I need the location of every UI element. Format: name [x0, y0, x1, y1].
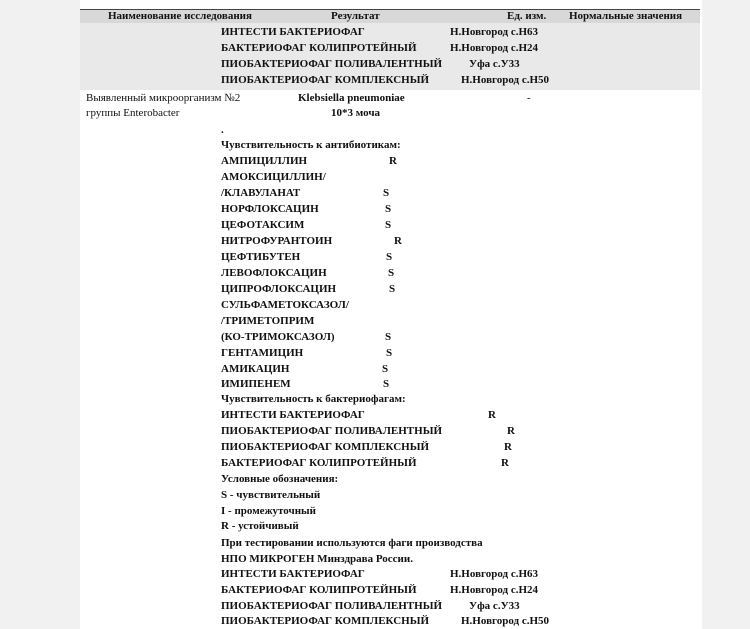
phage-sens-result: R	[504, 441, 512, 453]
antibiotic-name: ЦИПРОФЛОКСАЦИН	[221, 283, 337, 295]
separator-dot: .	[221, 124, 224, 136]
microorganism-titer: 10*3 моча	[331, 107, 381, 119]
phage-source: Н.Новгород с.Н24	[450, 584, 539, 596]
antibiotic-result: S	[383, 378, 390, 390]
antibiotic-name: СУЛЬФАМЕТОКСАЗОЛ/	[221, 299, 349, 311]
phage-sens-name: БАКТЕРИОФАГ КОЛИПРОТЕЙНЫЙ	[221, 457, 417, 469]
antibiotic-result: S	[386, 251, 393, 263]
header-result: Результат	[331, 10, 380, 22]
phage-sens-name: ИНТЕСТИ БАКТЕРИОФАГ	[221, 409, 365, 421]
antibiotic-name: ГЕНТАМИЦИН	[221, 347, 304, 359]
phage-sens-result: R	[507, 425, 515, 437]
phage-name: БАКТЕРИОФАГ КОЛИПРОТЕЙНЫЙ	[221, 42, 417, 54]
note-line: НПО МИКРОГЕН Минздрава России.	[221, 553, 413, 565]
antibiotic-name: /КЛАВУЛАНАТ	[221, 187, 301, 199]
phage-sens-result: R	[501, 457, 509, 469]
antibiotic-name: ЦЕФОТАКСИМ	[221, 219, 305, 231]
phage-source: Н.Новгород с.Н63	[450, 568, 539, 580]
phage-source: Уфа с.У33	[469, 58, 520, 70]
antibiotic-name: ИМИПЕНЕМ	[221, 378, 291, 390]
phage-name: ИНТЕСТИ БАКТЕРИОФАГ	[221, 568, 365, 580]
phage-source: Н.Новгород с.Н50	[461, 74, 550, 86]
antibiotic-result: S	[385, 219, 392, 231]
antibiotic-result: R	[389, 155, 397, 167]
legend-item: S - чувствительный	[221, 489, 321, 501]
phage-name: ПИОБАКТЕРИОФАГ КОМПЛЕКСНЫЙ	[221, 74, 430, 86]
antibiotic-result: S	[382, 363, 389, 375]
phage-source: Н.Новгород с.Н63	[450, 26, 539, 38]
antibiotic-name: АМОКСИЦИЛЛИН/	[221, 171, 326, 183]
legend-item: R - устойчивый	[221, 520, 299, 532]
header-test-name: Наименование исследования	[108, 10, 252, 22]
phage-name: ПИОБАКТЕРИОФАГ КОМПЛЕКСНЫЙ	[221, 615, 430, 627]
phage-name: ИНТЕСТИ БАКТЕРИОФАГ	[221, 26, 365, 38]
antibiotic-name: АМПИЦИЛЛИН	[221, 155, 308, 167]
antibiotics-title: Чувствительность к антибиотикам:	[221, 139, 401, 151]
phage-sens-name: ПИОБАКТЕРИОФАГ ПОЛИВАЛЕНТНЫЙ	[221, 425, 443, 437]
antibiotic-name: /ТРИМЕТОПРИМ	[221, 315, 315, 327]
microorganism-name: Klebsiella pneumoniae	[298, 92, 405, 104]
header-units: Ед. изм.	[507, 10, 547, 22]
antibiotic-result: S	[389, 283, 396, 295]
header-normal-values: Нормальные значения	[569, 10, 683, 22]
viewer-left-margin	[0, 0, 80, 629]
phages-title: Чувствительность к бактериофагам:	[221, 393, 406, 405]
microorganism-label: Выявленный микроорганизм №2	[86, 92, 241, 104]
antibiotic-name: АМИКАЦИН	[221, 363, 290, 375]
note-line: При тестировании используются фаги производства	[221, 537, 483, 549]
legend-title: Условные обозначения:	[221, 473, 339, 485]
antibiotic-name: (КО-ТРИМОКСАЗОЛ)	[221, 331, 335, 343]
phage-source: Н.Новгород с.Н50	[461, 615, 550, 627]
antibiotic-name: ЦЕФТИБУТЕН	[221, 251, 301, 263]
antibiotic-result: S	[385, 203, 392, 215]
antibiotic-result: S	[386, 347, 393, 359]
units-dash: -	[527, 92, 531, 104]
phage-sens-name: ПИОБАКТЕРИОФАГ КОМПЛЕКСНЫЙ	[221, 441, 430, 453]
phage-name: ПИОБАКТЕРИОФАГ ПОЛИВАЛЕНТНЫЙ	[221, 58, 443, 70]
antibiotic-result: R	[394, 235, 402, 247]
phage-sens-result: R	[488, 409, 496, 421]
table-header	[80, 9, 700, 24]
antibiotic-result: S	[383, 187, 390, 199]
microorganism-group: группы Enterobacter	[86, 107, 180, 119]
phage-name: ПИОБАКТЕРИОФАГ ПОЛИВАЛЕНТНЫЙ	[221, 600, 443, 612]
antibiotic-result: S	[388, 267, 395, 279]
antibiotic-result: S	[385, 331, 392, 343]
antibiotic-name: НИТРОФУРАНТОИН	[221, 235, 333, 247]
legend-item: I - промежуточный	[221, 505, 316, 517]
phage-name: БАКТЕРИОФАГ КОЛИПРОТЕЙНЫЙ	[221, 584, 417, 596]
phage-source: Н.Новгород с.Н24	[450, 42, 539, 54]
antibiotic-name: НОРФЛОКСАЦИН	[221, 203, 319, 215]
viewer-right-margin	[702, 0, 750, 629]
antibiotic-name: ЛЕВОФЛОКСАЦИН	[221, 267, 327, 279]
phage-source: Уфа с.У33	[469, 600, 520, 612]
